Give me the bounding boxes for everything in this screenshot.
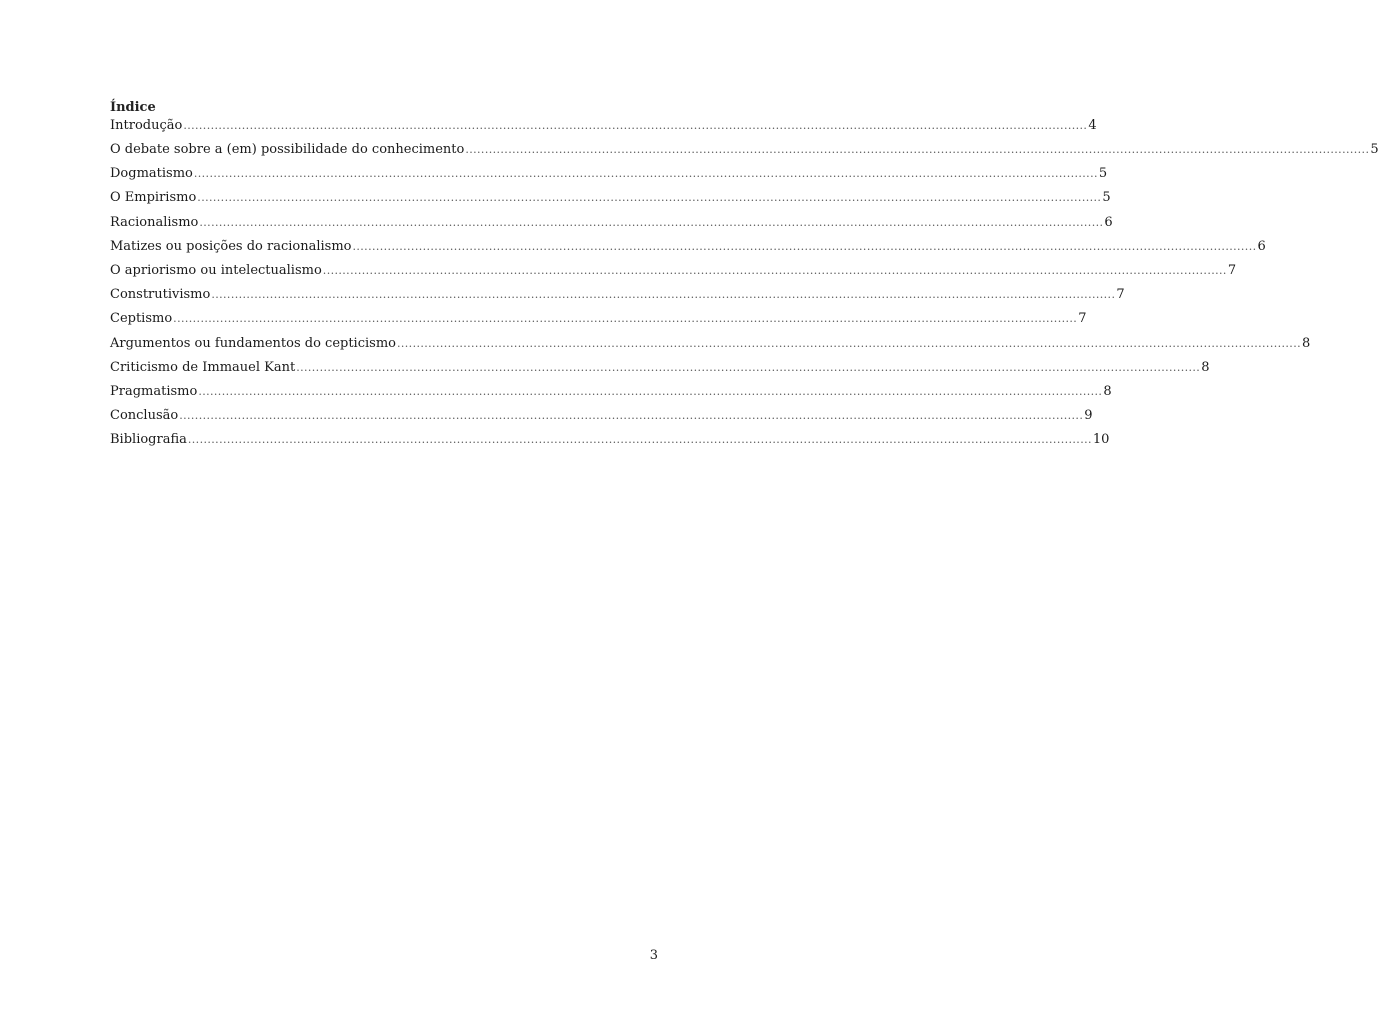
toc-dot-leader: ........................................................................................................................................................................................................................................ bbox=[193, 167, 1098, 181]
toc-dot-leader: ........................................................................................................................................................................................................................................ bbox=[173, 312, 1078, 326]
toc-entry-label: Matizes ou posições do racionalismo bbox=[110, 238, 352, 254]
toc-dot-leader: ........................................................................................................................................................................................................................................ bbox=[187, 433, 1092, 447]
toc-entry-page: 6 bbox=[1104, 214, 1113, 230]
toc-dot-leader: ........................................................................................................................................................................................................................................ bbox=[199, 215, 1104, 229]
toc-dot-leader: ........................................................................................................................................................................................................................................ bbox=[465, 143, 1370, 156]
toc-dot-leader: ........................................................................................................................................................................................................................................ bbox=[296, 360, 1201, 374]
toc-entry-page: 5 bbox=[1102, 190, 1111, 206]
toc-entry-construtivismo[interactable] bbox=[110, 286, 1125, 310]
toc-entry-label: O apriorismo ou intelectualismo bbox=[110, 262, 322, 278]
toc-entry-criticismo[interactable] bbox=[110, 359, 1210, 383]
toc-entry-dogmatismo[interactable] bbox=[110, 165, 1108, 189]
toc-entry-introducao[interactable] bbox=[110, 117, 1097, 141]
toc-entry-label: O debate sobre a (em) possibilidade do conhecimento bbox=[110, 142, 465, 157]
toc-entry-label: Criticismo de Immauel Kant bbox=[110, 359, 296, 375]
toc-entry-matizes[interactable] bbox=[110, 238, 1266, 262]
toc-title: Índice bbox=[110, 100, 156, 115]
toc-dot-leader: ........................................................................................................................................................................................................................................ bbox=[179, 409, 1084, 423]
toc-entry-label: Bibliografia bbox=[110, 432, 187, 448]
toc-entry-page: 8 bbox=[1302, 335, 1311, 351]
toc-entry-racionalismo[interactable] bbox=[110, 214, 1113, 238]
toc-entry-page: 10 bbox=[1092, 432, 1110, 448]
toc-dot-leader: ........................................................................................................................................................................................................................................ bbox=[396, 336, 1301, 350]
toc-entry-label: Racionalismo bbox=[110, 214, 199, 230]
toc-entry-page: 8 bbox=[1201, 359, 1210, 375]
toc-entry-label: Ceptismo bbox=[110, 311, 173, 327]
toc-entry-empirismo[interactable] bbox=[110, 189, 1111, 213]
toc-entry-page: 9 bbox=[1084, 408, 1093, 424]
toc-entry-conclusao[interactable] bbox=[110, 407, 1093, 431]
toc-dot-leader: ........................................................................................................................................................................................................................................ bbox=[183, 119, 1088, 132]
toc-entry-label: Dogmatismo bbox=[110, 166, 193, 182]
toc-entry-argumentos[interactable] bbox=[110, 335, 1311, 359]
toc-entry-page: 5 bbox=[1370, 142, 1379, 157]
toc-entry-bibliografia[interactable] bbox=[110, 431, 1110, 455]
toc-entry-page: 8 bbox=[1103, 383, 1112, 399]
toc-dot-leader: ........................................................................................................................................................................................................................................ bbox=[322, 263, 1227, 277]
toc-entry-page: 7 bbox=[1078, 311, 1087, 327]
toc-entry-page: 6 bbox=[1257, 238, 1266, 254]
toc-dot-leader: ........................................................................................................................................................................................................................................ bbox=[352, 239, 1257, 253]
toc-entry-page: 7 bbox=[1116, 287, 1125, 303]
toc-entry-label: Conclusão bbox=[110, 408, 179, 424]
toc-entry-ceptismo[interactable] bbox=[110, 310, 1087, 334]
toc-entry-page: 4 bbox=[1088, 118, 1097, 133]
toc-entry-page: 7 bbox=[1227, 262, 1237, 278]
table-of-contents bbox=[110, 99, 1379, 455]
toc-list bbox=[110, 117, 1379, 455]
toc-entry-label: Construtivismo bbox=[110, 287, 211, 303]
toc-entry-apriorismo[interactable] bbox=[110, 262, 1237, 286]
page-number: 3 bbox=[649, 948, 658, 963]
toc-dot-leader: ........................................................................................................................................................................................................................................ bbox=[211, 288, 1116, 302]
toc-dot-leader: ........................................................................................................................................................................................................................................ bbox=[197, 191, 1102, 205]
toc-entry-label: Argumentos ou fundamentos do cepticismo bbox=[110, 335, 396, 351]
toc-entry-pragmatismo[interactable] bbox=[110, 383, 1112, 407]
toc-entry-label: Pragmatismo bbox=[110, 383, 198, 399]
toc-dot-leader: ........................................................................................................................................................................................................................................ bbox=[198, 384, 1103, 398]
toc-entry-label: Introdução bbox=[110, 118, 183, 133]
toc-entry-label: O Empirismo bbox=[110, 190, 197, 206]
toc-entry-debate[interactable] bbox=[110, 141, 1379, 165]
toc-entry-page: 5 bbox=[1098, 166, 1108, 182]
